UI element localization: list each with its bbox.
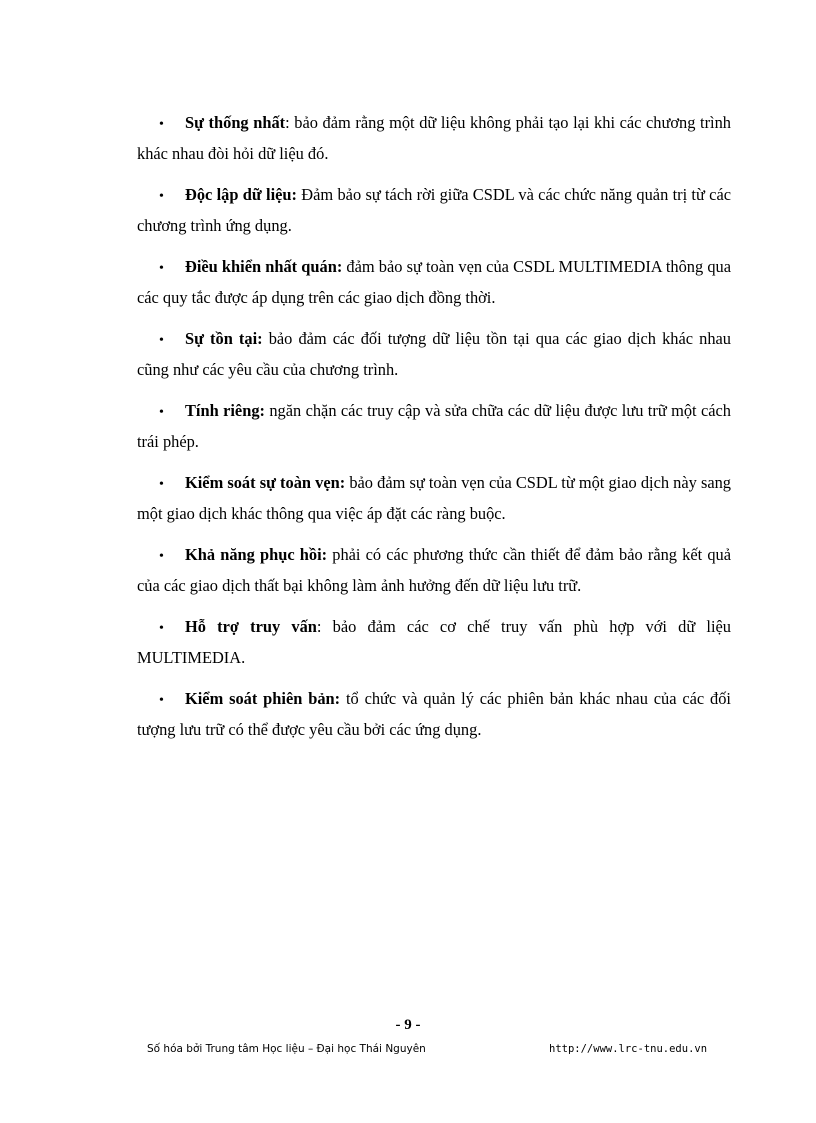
bullet-icon: • bbox=[159, 405, 164, 420]
bullet-icon: • bbox=[159, 549, 164, 564]
item-text: : bảo đảm các cơ chế truy vấn phù hợp với dữ liệu MULTIMEDIA. bbox=[137, 617, 731, 667]
list-item bbox=[137, 252, 731, 312]
item-text: đảm bảo sự toàn vẹn của CSDL MULTIMEDIA thông qua các quy tắc được áp dụng trên các giao dịch đồng thời. bbox=[137, 257, 731, 307]
item-text: Đảm bảo sự tách rời giữa CSDL và các chức năng quản trị từ các chương trình ứng dụng. bbox=[137, 185, 732, 235]
item-text: : bảo đảm rằng một dữ liệu không phải tạo lại khi các chương trình khác nhau đòi hỏi dữ liệu đó. bbox=[137, 113, 731, 163]
item-text: ngăn chặn các truy cập và sửa chữa các dữ liệu được lưu trữ một cách trái phép. bbox=[137, 401, 731, 451]
item-term: Kiểm soát sự toàn vẹn: bbox=[185, 473, 346, 492]
list-item bbox=[137, 684, 731, 744]
list-item bbox=[137, 468, 731, 528]
item-term: Hỗ trợ truy vấn bbox=[185, 617, 317, 636]
bullet-icon: • bbox=[159, 477, 164, 492]
item-text: bảo đảm các đối tượng dữ liệu tồn tại qua các giao dịch khác nhau cũng như các yêu cầu của chương trình. bbox=[137, 329, 731, 379]
item-term: Kiểm soát phiên bản: bbox=[185, 689, 341, 708]
bullet-icon: • bbox=[159, 621, 164, 636]
bullet-icon: • bbox=[159, 117, 164, 132]
bullet-icon: • bbox=[159, 189, 164, 204]
list-item bbox=[137, 108, 731, 168]
list-item bbox=[137, 396, 731, 456]
item-term: Tính riêng: bbox=[185, 401, 265, 420]
item-text: bảo đảm sự toàn vẹn của CSDL từ một giao dịch này sang một giao dịch khác thông qua việc áp đặt các ràng buộc. bbox=[137, 473, 732, 523]
list-item bbox=[137, 324, 731, 384]
item-term: Sự thống nhất bbox=[185, 113, 286, 132]
item-term: Điều khiển nhất quán: bbox=[185, 257, 343, 276]
list-item bbox=[137, 612, 731, 672]
list-item bbox=[137, 540, 731, 600]
bullet-icon: • bbox=[159, 693, 164, 708]
item-term: Khả năng phục hồi: bbox=[185, 545, 328, 564]
item-text: tổ chức và quản lý các phiên bản khác nhau của các đối tượng lưu trữ có thể được yêu cầu bởi các ứng dụng. bbox=[137, 689, 731, 739]
footer-url: http://www.lrc-tnu.edu.vn bbox=[549, 1043, 708, 1055]
item-term: Sự tồn tại: bbox=[185, 329, 263, 348]
item-term: Độc lập dữ liệu: bbox=[185, 185, 297, 204]
bullet-icon: • bbox=[159, 261, 164, 276]
item-text: phải có các phương thức cần thiết để đảm bảo rằng kết quả của các giao dịch thất bại không làm ảnh hưởng đến dữ liệu lưu trữ. bbox=[137, 545, 731, 595]
page-number: - 9 - bbox=[395, 1017, 421, 1033]
list-item bbox=[137, 180, 731, 240]
document-body bbox=[137, 108, 731, 756]
footer-source: Số hóa bởi Trung tâm Học liệu – Đại học Thái Nguyên bbox=[147, 1043, 426, 1055]
bullet-icon: • bbox=[159, 333, 164, 348]
